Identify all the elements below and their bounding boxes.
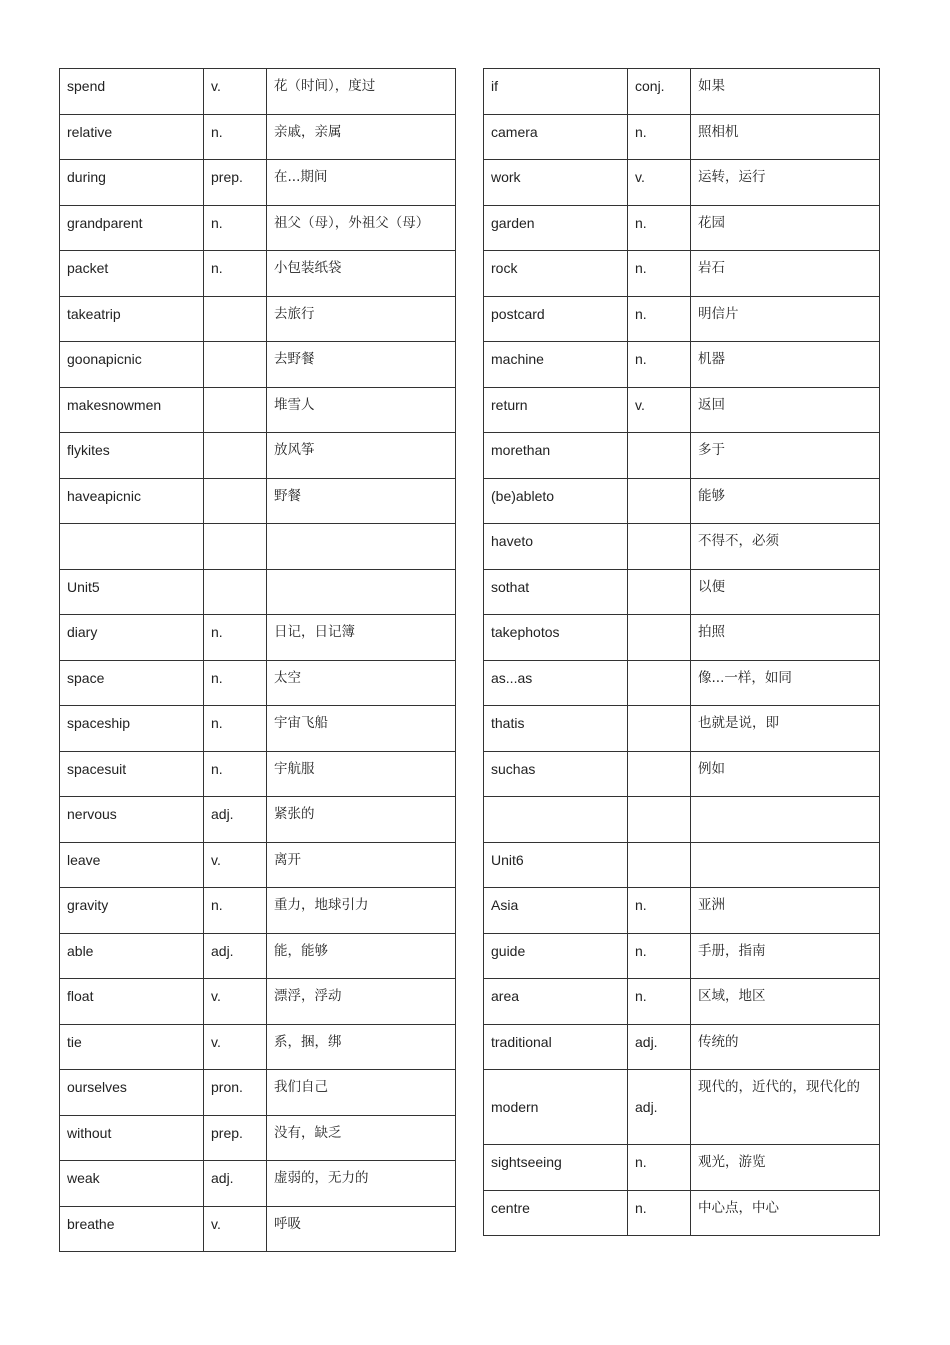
meaning-cell: 岩石 [691, 251, 880, 297]
table-row [60, 478, 456, 524]
word-cell: spacesuit [60, 751, 204, 797]
word-cell: haveapicnic [60, 478, 204, 524]
word-cell: rock [484, 251, 628, 297]
pos-cell: n. [628, 205, 691, 251]
word-cell [60, 524, 204, 570]
word-cell: ourselves [60, 1070, 204, 1116]
word-cell: morethan [484, 433, 628, 479]
pos-cell: adj. [628, 1070, 691, 1145]
meaning-cell: 去野餐 [267, 342, 456, 388]
table-row [60, 205, 456, 251]
meaning-cell [691, 797, 880, 843]
pos-cell: prep. [204, 160, 267, 206]
table-row [484, 569, 880, 615]
meaning-cell: 不得不，必须 [691, 524, 880, 570]
meaning-cell: 拍照 [691, 615, 880, 661]
meaning-cell: 漂浮，浮动 [267, 979, 456, 1025]
meaning-cell: 虚弱的，无力的 [267, 1161, 456, 1207]
pos-cell: n. [628, 979, 691, 1025]
word-cell: without [60, 1115, 204, 1161]
table-row [60, 979, 456, 1025]
word-cell: tie [60, 1024, 204, 1070]
pos-cell [628, 706, 691, 752]
table-row [484, 478, 880, 524]
word-cell: Asia [484, 888, 628, 934]
meaning-cell: 花园 [691, 205, 880, 251]
word-cell: return [484, 387, 628, 433]
table-row [484, 160, 880, 206]
meaning-cell: 堆雪人 [267, 387, 456, 433]
meaning-cell: 在...期间 [267, 160, 456, 206]
vocab-table-left-body [60, 69, 456, 1252]
word-cell: able [60, 933, 204, 979]
pos-cell [628, 615, 691, 661]
meaning-cell: 能够 [691, 478, 880, 524]
word-cell: leave [60, 842, 204, 888]
word-cell: takephotos [484, 615, 628, 661]
meaning-cell: 像...一样，如同 [691, 660, 880, 706]
word-cell: takeatrip [60, 296, 204, 342]
meaning-cell: 也就是说，即 [691, 706, 880, 752]
pos-cell [628, 842, 691, 888]
word-cell: sightseeing [484, 1145, 628, 1191]
pos-cell: n. [628, 296, 691, 342]
pos-cell [204, 478, 267, 524]
pos-cell: v. [204, 842, 267, 888]
vocab-table-right [483, 68, 880, 1236]
meaning-cell: 照相机 [691, 114, 880, 160]
meaning-cell: 花（时间），度过 [267, 69, 456, 115]
table-row [60, 1161, 456, 1207]
word-cell: modern [484, 1070, 628, 1145]
pos-cell [204, 387, 267, 433]
meaning-cell: 放风筝 [267, 433, 456, 479]
word-cell: grandparent [60, 205, 204, 251]
pos-cell [628, 569, 691, 615]
meaning-cell: 机器 [691, 342, 880, 388]
pos-cell: v. [628, 160, 691, 206]
table-row [60, 251, 456, 297]
pos-cell [204, 524, 267, 570]
table-row [484, 888, 880, 934]
word-cell: sothat [484, 569, 628, 615]
table-row [484, 251, 880, 297]
word-cell: Unit5 [60, 569, 204, 615]
table-row [484, 1190, 880, 1236]
word-cell: goonapicnic [60, 342, 204, 388]
pos-cell: n. [628, 342, 691, 388]
word-cell: gravity [60, 888, 204, 934]
word-cell: centre [484, 1190, 628, 1236]
table-row [484, 69, 880, 115]
word-cell: as...as [484, 660, 628, 706]
table-row [60, 660, 456, 706]
table-row [484, 296, 880, 342]
pos-cell [628, 751, 691, 797]
word-cell: float [60, 979, 204, 1025]
pos-cell: v. [204, 1206, 267, 1252]
meaning-cell [267, 524, 456, 570]
vocab-table-right-body [484, 69, 880, 1236]
pos-cell: n. [204, 251, 267, 297]
word-cell: suchas [484, 751, 628, 797]
table-row [484, 797, 880, 843]
word-cell: haveto [484, 524, 628, 570]
pos-cell: n. [628, 933, 691, 979]
word-cell: flykites [60, 433, 204, 479]
pos-cell: n. [204, 660, 267, 706]
word-cell: during [60, 160, 204, 206]
word-cell: work [484, 160, 628, 206]
pos-cell: adj. [204, 933, 267, 979]
meaning-cell: 宇航服 [267, 751, 456, 797]
table-row [60, 160, 456, 206]
meaning-cell: 亚洲 [691, 888, 880, 934]
pos-cell: n. [204, 615, 267, 661]
meaning-cell: 手册，指南 [691, 933, 880, 979]
meaning-cell: 区域，地区 [691, 979, 880, 1025]
meaning-cell: 去旅行 [267, 296, 456, 342]
table-row [484, 387, 880, 433]
table-row [60, 114, 456, 160]
meaning-cell: 能，能够 [267, 933, 456, 979]
table-row [60, 569, 456, 615]
table-row [60, 524, 456, 570]
pos-cell [628, 433, 691, 479]
meaning-cell: 现代的，近代的，现代化的 [691, 1070, 880, 1145]
table-row [60, 933, 456, 979]
meaning-cell: 日记，日记簿 [267, 615, 456, 661]
word-cell: postcard [484, 296, 628, 342]
table-row [60, 706, 456, 752]
pos-cell [204, 296, 267, 342]
table-row [484, 979, 880, 1025]
word-cell: thatis [484, 706, 628, 752]
word-cell: machine [484, 342, 628, 388]
pos-cell [204, 569, 267, 615]
meaning-cell: 离开 [267, 842, 456, 888]
pos-cell: n. [204, 751, 267, 797]
table-row [484, 660, 880, 706]
word-cell [484, 797, 628, 843]
meaning-cell: 没有，缺乏 [267, 1115, 456, 1161]
word-cell: packet [60, 251, 204, 297]
meaning-cell [691, 842, 880, 888]
meaning-cell: 太空 [267, 660, 456, 706]
table-row [60, 1024, 456, 1070]
meaning-cell: 呼吸 [267, 1206, 456, 1252]
table-row [60, 387, 456, 433]
table-row [60, 797, 456, 843]
table-row [484, 524, 880, 570]
word-cell: spaceship [60, 706, 204, 752]
meaning-cell: 紧张的 [267, 797, 456, 843]
pos-cell: n. [628, 1145, 691, 1191]
meaning-cell: 重力，地球引力 [267, 888, 456, 934]
pos-cell: n. [628, 1190, 691, 1236]
meaning-cell: 多于 [691, 433, 880, 479]
meaning-cell: 宇宙飞船 [267, 706, 456, 752]
meaning-cell: 观光，游览 [691, 1145, 880, 1191]
word-cell: weak [60, 1161, 204, 1207]
meaning-cell: 亲戚，亲属 [267, 114, 456, 160]
meaning-cell: 运转，运行 [691, 160, 880, 206]
meaning-cell: 小包装纸袋 [267, 251, 456, 297]
vocab-table-left [59, 68, 456, 1252]
table-row [60, 342, 456, 388]
table-row [60, 1115, 456, 1161]
table-row [484, 433, 880, 479]
meaning-cell [267, 569, 456, 615]
word-cell: if [484, 69, 628, 115]
table-row [484, 842, 880, 888]
word-cell: traditional [484, 1024, 628, 1070]
meaning-cell: 野餐 [267, 478, 456, 524]
pos-cell: n. [204, 205, 267, 251]
pos-cell: v. [204, 979, 267, 1025]
word-cell: makesnowmen [60, 387, 204, 433]
table-row [484, 751, 880, 797]
table-row [60, 1070, 456, 1116]
pos-cell: adj. [204, 797, 267, 843]
pos-cell: v. [628, 387, 691, 433]
pos-cell: adj. [628, 1024, 691, 1070]
pos-cell: n. [204, 114, 267, 160]
table-row [484, 933, 880, 979]
pos-cell: n. [628, 114, 691, 160]
meaning-cell: 祖父（母），外祖父（母） [267, 205, 456, 251]
pos-cell [628, 478, 691, 524]
meaning-cell: 明信片 [691, 296, 880, 342]
meaning-cell: 如果 [691, 69, 880, 115]
pos-cell: v. [204, 69, 267, 115]
pos-cell: adj. [204, 1161, 267, 1207]
table-row [60, 296, 456, 342]
word-cell: space [60, 660, 204, 706]
word-cell: guide [484, 933, 628, 979]
pos-cell: n. [204, 706, 267, 752]
pos-cell: v. [204, 1024, 267, 1070]
table-row [60, 615, 456, 661]
meaning-cell: 传统的 [691, 1024, 880, 1070]
meaning-cell: 以便 [691, 569, 880, 615]
word-cell: spend [60, 69, 204, 115]
meaning-cell: 例如 [691, 751, 880, 797]
word-cell: relative [60, 114, 204, 160]
word-cell: diary [60, 615, 204, 661]
table-row [60, 842, 456, 888]
pos-cell: n. [628, 251, 691, 297]
meaning-cell: 返回 [691, 387, 880, 433]
table-row [60, 433, 456, 479]
pos-cell: n. [204, 888, 267, 934]
table-row [60, 1206, 456, 1252]
pos-cell [204, 433, 267, 479]
word-cell: Unit6 [484, 842, 628, 888]
word-cell: nervous [60, 797, 204, 843]
pos-cell [204, 342, 267, 388]
word-cell: (be)ableto [484, 478, 628, 524]
table-row [484, 706, 880, 752]
table-row [484, 114, 880, 160]
meaning-cell: 系，捆，绑 [267, 1024, 456, 1070]
table-row [484, 1024, 880, 1070]
pos-cell: pron. [204, 1070, 267, 1116]
pos-cell [628, 797, 691, 843]
table-row [484, 205, 880, 251]
table-row [60, 888, 456, 934]
word-cell: breathe [60, 1206, 204, 1252]
word-cell: area [484, 979, 628, 1025]
table-row [60, 751, 456, 797]
pos-cell: prep. [204, 1115, 267, 1161]
table-row [60, 69, 456, 115]
pos-cell: n. [628, 888, 691, 934]
meaning-cell: 中心点，中心 [691, 1190, 880, 1236]
pos-cell [628, 524, 691, 570]
pos-cell: conj. [628, 69, 691, 115]
table-row [484, 342, 880, 388]
table-row [484, 615, 880, 661]
table-row [484, 1145, 880, 1191]
meaning-cell: 我们自己 [267, 1070, 456, 1116]
word-cell: camera [484, 114, 628, 160]
pos-cell [628, 660, 691, 706]
table-row [484, 1070, 880, 1145]
word-cell: garden [484, 205, 628, 251]
